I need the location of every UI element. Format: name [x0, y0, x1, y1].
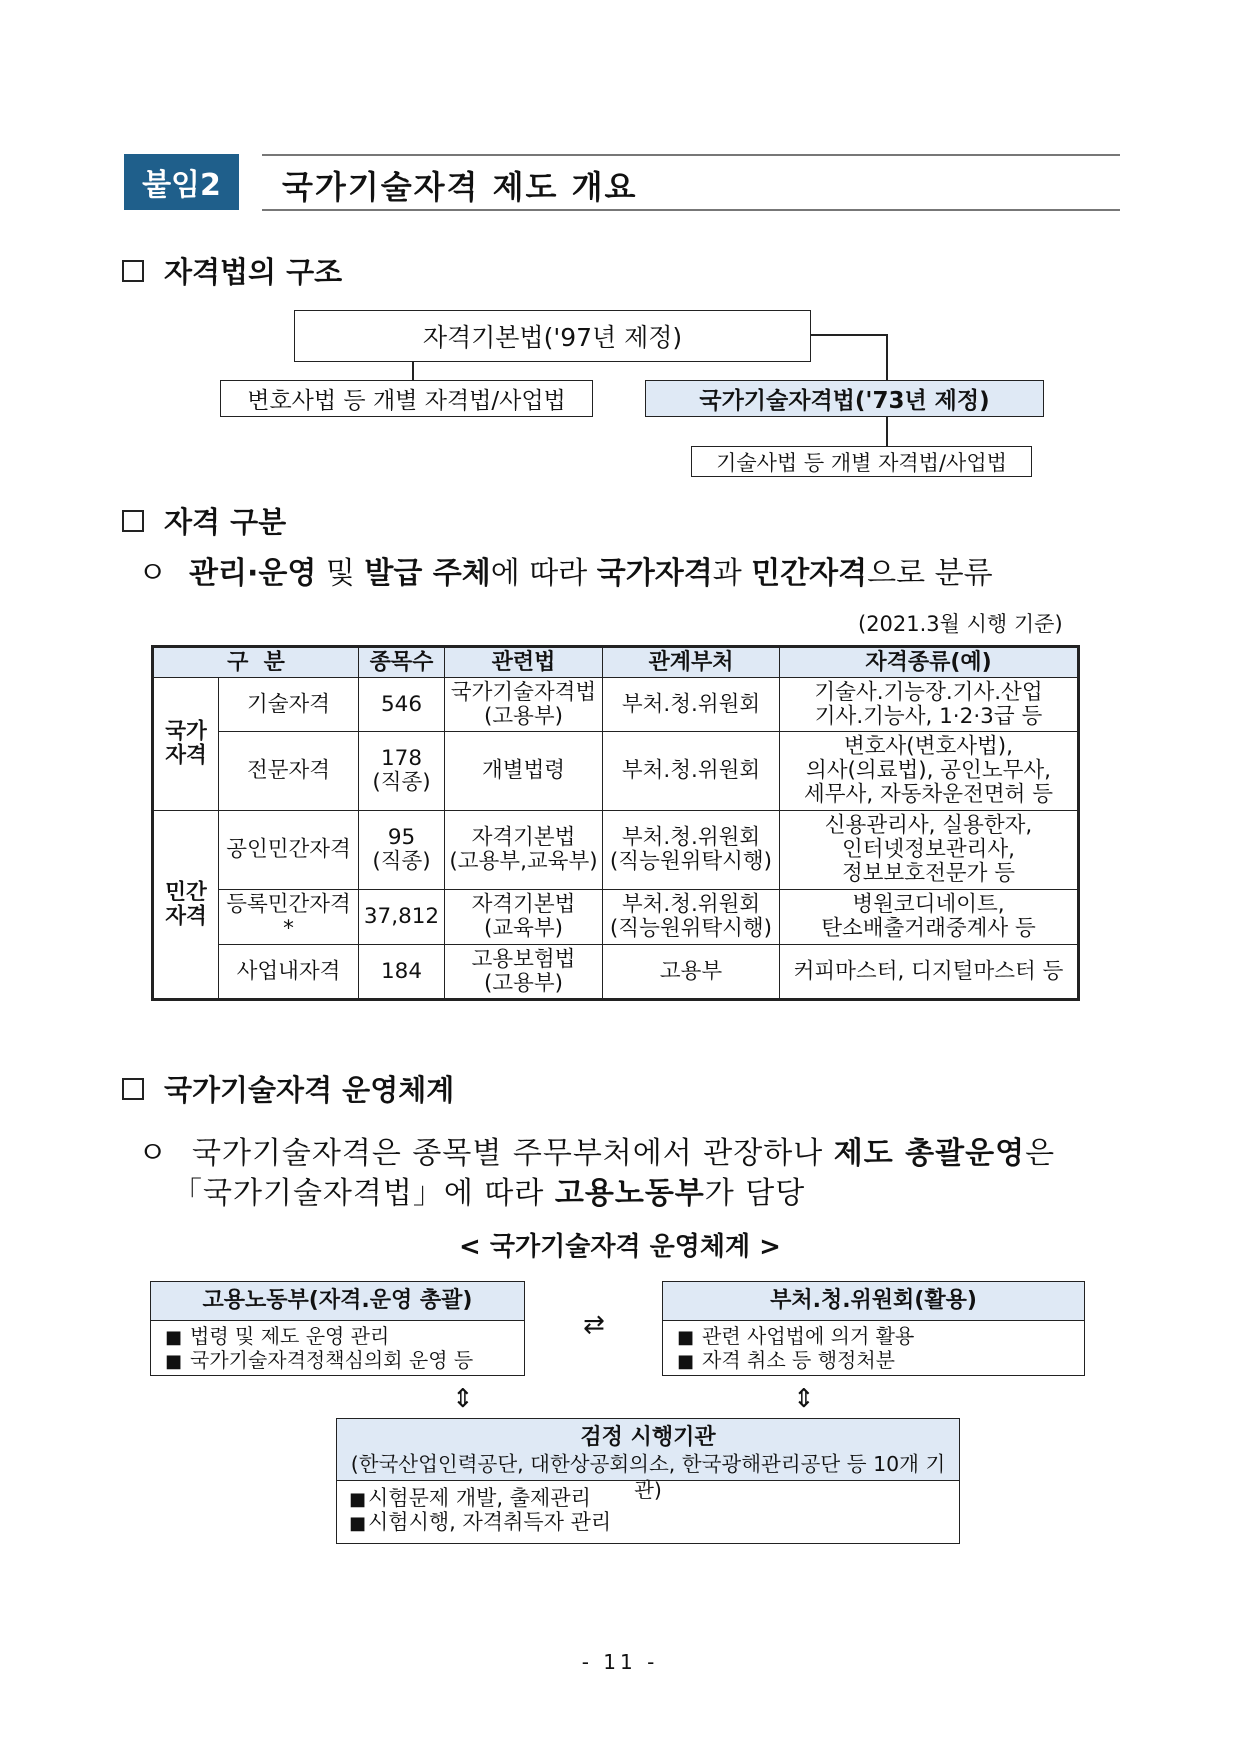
cell: 전문자격 [219, 732, 359, 811]
cell: 개별법령 [445, 732, 603, 811]
ministries-items: ■ 관련 사업법에 의거 활용 ■ 자격 취소 등 행정처분 [677, 1324, 915, 1372]
cell: 기술자격 [219, 678, 359, 732]
cell: 546 [359, 678, 445, 732]
cell: 고용부 [603, 945, 780, 1000]
header-law: 관련법 [445, 647, 603, 678]
cell: 고용보험법 (고용부) [445, 945, 603, 1000]
cell: 37,812 [359, 890, 445, 945]
cell: 국가기술자격법 (고용부) [445, 678, 603, 732]
table-row [153, 945, 1079, 1000]
operation-bullet-line2: 「국가기술자격법」에 따라 고용노동부가 담당 [172, 1176, 806, 1211]
checkbox-square-icon [122, 510, 144, 532]
cell: 95 (직종) [359, 811, 445, 890]
connector [886, 334, 888, 380]
checkbox-square-icon [122, 260, 144, 282]
group-private: 민간 자격 [153, 811, 219, 1000]
cell: 부처.청.위원회 [603, 732, 780, 811]
exam-agency-items: ■시험문제 개발, 출제관리 ■시험시행, 자격취득자 관리 [349, 1486, 612, 1534]
connector [412, 362, 414, 382]
basic-law-box: 자격기본법('97년 제정) [294, 310, 811, 362]
page-title: 국가기술자격 제도 개요 [282, 168, 638, 206]
date-note: (2021.3월 시행 기준) [858, 612, 1063, 636]
cell: 사업내자격 [219, 945, 359, 1000]
qualification-table [151, 645, 1080, 1001]
header-category: 구 분 [153, 647, 359, 678]
cell: 184 [359, 945, 445, 1000]
ministries-title: 부처.청.위원회(활용) [663, 1282, 1084, 1321]
cell: 부처.청.위원회 (직능원위탁시행) [603, 890, 780, 945]
header-examples: 자격종류(예) [780, 647, 1079, 678]
cell: 등록민간자격* [219, 890, 359, 945]
table-row [153, 811, 1079, 890]
exam-agency-title: 검정 시행기관 (한국산업인력공단, 대한상공회의소, 한국광해관리공단 등 10개 기관) [337, 1419, 959, 1481]
header-count: 종목수 [359, 647, 445, 678]
vertical-arrow-icon: ⇕ [452, 1384, 474, 1414]
cell: 병원코디네이트, 탄소배출거래중계사 등 [780, 890, 1079, 945]
checkbox-square-icon [122, 1078, 144, 1100]
table-header-row [153, 647, 1079, 678]
engineer-law-box: 기술사법 등 개별 자격법/사업법 [691, 446, 1032, 477]
group-national: 국가 자격 [153, 678, 219, 811]
cell: 커피마스터, 디지털마스터 등 [780, 945, 1079, 1000]
lawyer-law-box: 변호사법 등 개별 자격법/사업법 [220, 380, 593, 417]
section-heading-structure: 자격법의 구조 [122, 250, 342, 291]
section-heading-classification: 자격 구분 [122, 500, 286, 541]
header-ministry: 관계부처 [603, 647, 780, 678]
operation-bullet-line1: ㅇ 국가기술자격은 종목별 주무부처에서 관장하나 제도 총괄운영은 [138, 1136, 1056, 1171]
exam-agency-box [336, 1418, 960, 1544]
ministry-labor-items: ■ 법령 및 제도 운영 관리 ■ 국가기술자격정책심의회 운영 등 [165, 1324, 474, 1372]
vertical-arrow-icon: ⇕ [793, 1384, 815, 1414]
page-number: - 11 - [581, 1650, 659, 1674]
diagram-title: < 국가기술자격 운영체계 > [459, 1232, 781, 1262]
cell: 부처.청.위원회 (직능원위탁시행) [603, 811, 780, 890]
cell: 공인민간자격 [219, 811, 359, 890]
cell: 신용관리사, 실용한자, 인터넷정보관리사, 정보보호전문가 등 [780, 811, 1079, 890]
section-heading-operation: 국가기술자격 운영체계 [122, 1068, 454, 1109]
table-row [153, 678, 1079, 732]
ministry-labor-box [150, 1281, 525, 1376]
classification-bullet: ㅇ 관리·운영 및 발급 주체에 따라 국가자격과 민간자격으로 분류 [138, 556, 993, 591]
ministry-labor-title: 고용노동부(자격.운영 총괄) [151, 1282, 524, 1321]
title-rule-bottom [262, 209, 1120, 211]
cell: 부처.청.위원회 [603, 678, 780, 732]
bidirectional-arrow-icon: ⇄ [583, 1310, 605, 1340]
attachment-badge: 붙임2 [124, 154, 239, 210]
table-row [153, 732, 1079, 811]
connector [811, 334, 887, 336]
table-row [153, 890, 1079, 945]
ministries-box [662, 1281, 1085, 1376]
cell: 변호사(변호사법), 의사(의료법), 공인노무사, 세무사, 자동차운전면허 등 [780, 732, 1079, 811]
cell: 기술사.기능장.기사.산업 기사.기능사, 1·2·3급 등 [780, 678, 1079, 732]
national-law-box: 국가기술자격법('73년 제정) [645, 380, 1044, 417]
title-rule-top [262, 154, 1120, 156]
cell: 178 (직종) [359, 732, 445, 811]
connector [886, 417, 888, 446]
cell: 자격기본법 (고용부,교육부) [445, 811, 603, 890]
cell: 자격기본법 (교육부) [445, 890, 603, 945]
